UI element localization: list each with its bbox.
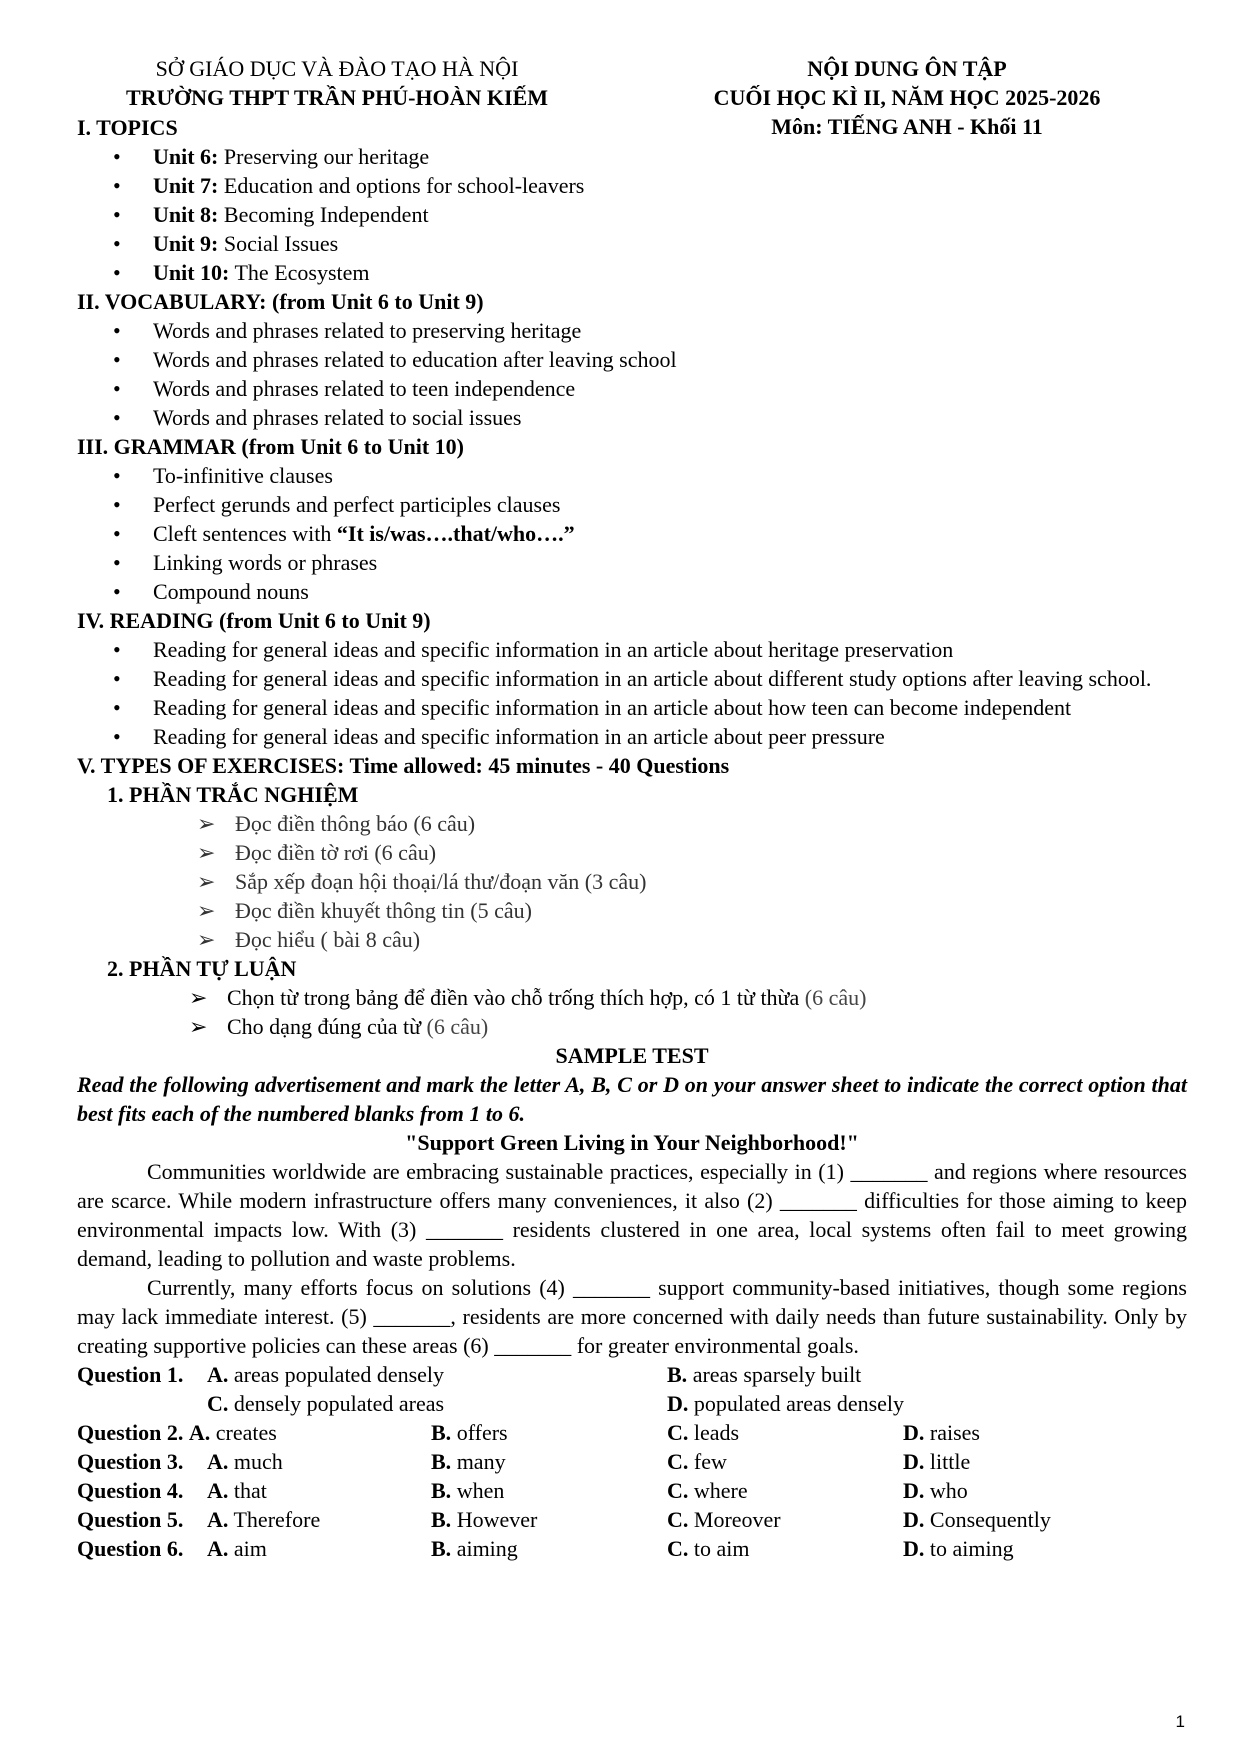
option-letter: C. bbox=[667, 1449, 689, 1474]
list-item: • Reading for general ideas and specific information in an article about how teen can become independent bbox=[113, 693, 1187, 722]
item-count: (6 câu) bbox=[426, 1014, 489, 1039]
list-item bbox=[113, 229, 1187, 258]
option-text: offers bbox=[451, 1420, 508, 1445]
option-b[interactable] bbox=[431, 1418, 667, 1447]
item-count: (6 câu) bbox=[804, 985, 867, 1010]
unit-title: Becoming Independent bbox=[218, 202, 429, 227]
topics-heading: I. TOPICS bbox=[77, 115, 178, 140]
part1-list bbox=[77, 809, 1187, 954]
unit-label: Unit 10: bbox=[153, 260, 230, 285]
option-text: much bbox=[228, 1449, 283, 1474]
item-text: Đọc hiểu ( bài 8 câu) bbox=[235, 927, 421, 952]
list-item: • Perfect gerunds and perfect participles clauses bbox=[113, 490, 1187, 519]
list-item: • Reading for general ideas and specific information in an article about peer pressure bbox=[113, 722, 1187, 751]
unit-label: Unit 9: bbox=[153, 231, 219, 256]
vocabulary-heading: II. VOCABULARY: (from Unit 6 to Unit 9) bbox=[77, 289, 484, 314]
unit-label: Unit 8: bbox=[153, 202, 219, 227]
reading-heading: IV. READING (from Unit 6 to Unit 9) bbox=[77, 608, 431, 633]
option-letter: A. bbox=[207, 1362, 229, 1387]
option-d[interactable] bbox=[667, 1389, 904, 1418]
option-d[interactable] bbox=[903, 1418, 1103, 1447]
list-item bbox=[77, 809, 1187, 838]
option-letter: C. bbox=[207, 1391, 229, 1416]
grammar-heading: III. GRAMMAR (from Unit 6 to Unit 10) bbox=[77, 434, 464, 459]
option-letter: B. bbox=[431, 1478, 452, 1503]
cleft-text: Cleft sentences with bbox=[153, 521, 337, 546]
item-text: Chọn từ trong bảng để điền vào chỗ trống thích hợp, có 1 từ thừa bbox=[227, 985, 805, 1010]
question-row bbox=[77, 1389, 1187, 1418]
part1-title: 1. PHẦN TRẮC NGHIỆM bbox=[107, 782, 359, 807]
option-letter: C. bbox=[667, 1478, 689, 1503]
option-b[interactable] bbox=[431, 1447, 667, 1476]
advertisement-title: "Support Green Living in Your Neighborhood!" bbox=[405, 1130, 859, 1155]
option-b[interactable] bbox=[431, 1505, 667, 1534]
option-a[interactable] bbox=[207, 1534, 431, 1563]
unit-title: The Ecosystem bbox=[229, 260, 370, 285]
term-year: CUỐI HỌC KÌ II, NĂM HỌC 2025-2026 bbox=[713, 85, 1101, 110]
option-text: where bbox=[688, 1478, 748, 1503]
option-a[interactable] bbox=[207, 1360, 667, 1389]
option-letter: C. bbox=[667, 1536, 689, 1561]
instruction-text: Read the following advertisement and mark the letter A, B, C or D on your answer sheet to indicate the correct option that best fits each of the numbered blanks from 1 to 6. bbox=[77, 1072, 1187, 1126]
option-c[interactable] bbox=[667, 1418, 903, 1447]
arrow-icon: ➢ bbox=[197, 869, 216, 894]
list-item: • Words and phrases related to preserving heritage bbox=[113, 316, 1187, 345]
question-row bbox=[77, 1360, 1187, 1389]
part2-list bbox=[77, 983, 1187, 1041]
option-text: creates bbox=[210, 1420, 277, 1445]
option-d[interactable] bbox=[903, 1476, 1103, 1505]
option-c[interactable] bbox=[667, 1505, 903, 1534]
option-letter: C. bbox=[667, 1507, 689, 1532]
option-text: little bbox=[924, 1449, 971, 1474]
reading-list bbox=[77, 635, 1187, 751]
question-label: Question 3. bbox=[77, 1449, 184, 1474]
unit-title: Preserving our heritage bbox=[218, 144, 430, 169]
unit-title: Social Issues bbox=[218, 231, 339, 256]
arrow-icon: ➢ bbox=[197, 927, 216, 952]
option-letter: B. bbox=[667, 1362, 688, 1387]
option-letter: A. bbox=[207, 1507, 229, 1532]
list-item bbox=[77, 867, 1187, 896]
question-label: Question 5. bbox=[77, 1507, 184, 1532]
unit-title: Education and options for school-leavers bbox=[218, 173, 585, 198]
option-letter: B. bbox=[431, 1420, 452, 1445]
list-item: • Compound nouns bbox=[113, 577, 1187, 606]
option-text: densely populated areas bbox=[228, 1391, 445, 1416]
option-text: populated areas densely bbox=[688, 1391, 905, 1416]
list-item bbox=[77, 925, 1187, 954]
list-item bbox=[113, 258, 1187, 287]
list-item: • Linking words or phrases bbox=[113, 548, 1187, 577]
option-letter: A. bbox=[207, 1536, 229, 1561]
option-c[interactable] bbox=[667, 1534, 903, 1563]
list-item: • Words and phrases related to teen independence bbox=[113, 374, 1187, 403]
option-b[interactable] bbox=[667, 1360, 861, 1389]
option-text: to aiming bbox=[924, 1536, 1014, 1561]
option-text: raises bbox=[924, 1420, 980, 1445]
item-text: Đọc điền khuyết thông tin (5 câu) bbox=[235, 898, 532, 923]
question-row bbox=[77, 1418, 1187, 1447]
option-letter: B. bbox=[431, 1507, 452, 1532]
option-letter: D. bbox=[903, 1420, 925, 1445]
list-item bbox=[77, 896, 1187, 925]
option-text: few bbox=[688, 1449, 727, 1474]
option-text: that bbox=[228, 1478, 267, 1503]
item-text: Đọc điền tờ rơi (6 câu) bbox=[235, 840, 437, 865]
option-text: aim bbox=[228, 1536, 267, 1561]
arrow-icon: ➢ bbox=[189, 1014, 208, 1039]
item-text: Cho dạng đúng của từ bbox=[227, 1014, 427, 1039]
subject-grade: Môn: TIẾNG ANH - Khối 11 bbox=[771, 114, 1043, 139]
option-c[interactable] bbox=[77, 1389, 667, 1418]
option-text: Consequently bbox=[924, 1507, 1051, 1532]
option-text: to aim bbox=[688, 1536, 750, 1561]
questions-block bbox=[77, 1360, 1187, 1563]
option-a[interactable] bbox=[207, 1476, 431, 1505]
list-item bbox=[113, 142, 1187, 171]
cleft-structure: “It is/was….that/who….” bbox=[336, 521, 575, 546]
option-letter: D. bbox=[903, 1507, 925, 1532]
option-text: when bbox=[451, 1478, 505, 1503]
arrow-icon: ➢ bbox=[197, 840, 216, 865]
option-letter: D. bbox=[903, 1536, 925, 1561]
list-item: • To-infinitive clauses bbox=[113, 461, 1187, 490]
option-b[interactable] bbox=[431, 1534, 667, 1563]
arrow-icon: ➢ bbox=[197, 811, 216, 836]
document-header bbox=[77, 54, 1187, 141]
option-d[interactable] bbox=[903, 1534, 1103, 1563]
list-item: • Reading for general ideas and specific information in an article about heritage preservation bbox=[113, 635, 1187, 664]
arrow-icon: ➢ bbox=[197, 898, 216, 923]
question-row bbox=[77, 1447, 1187, 1476]
arrow-icon: ➢ bbox=[189, 985, 208, 1010]
option-letter: A. bbox=[188, 1420, 211, 1445]
list-item bbox=[113, 519, 1187, 548]
option-c[interactable] bbox=[667, 1476, 903, 1505]
option-letter: A. bbox=[207, 1478, 229, 1503]
option-letter: B. bbox=[431, 1536, 452, 1561]
option-letter: C. bbox=[667, 1420, 689, 1445]
option-c[interactable] bbox=[667, 1447, 903, 1476]
school-name: TRƯỜNG THPT TRẦN PHÚ-HOÀN KIẾM bbox=[125, 85, 549, 110]
option-text: areas sparsely built bbox=[687, 1362, 862, 1387]
option-letter: B. bbox=[431, 1449, 452, 1474]
part2-title: 2. PHẦN TỰ LUẬN bbox=[107, 956, 297, 981]
list-item bbox=[77, 838, 1187, 867]
grammar-list bbox=[77, 461, 1187, 606]
question-row bbox=[77, 1476, 1187, 1505]
option-d[interactable] bbox=[903, 1505, 1103, 1534]
passage-paragraph-2: Currently, many efforts focus on solutions (4) _______ support community-based initiatives, though some regions may lack immediate interest. (5) _______, residents are more concerned with daily needs than future sustainability. Only by creating supportive policies can these areas (6) _______ for greater environmental goals. bbox=[77, 1275, 1187, 1358]
option-a[interactable] bbox=[207, 1447, 431, 1476]
option-text: However bbox=[451, 1507, 538, 1532]
topics-list bbox=[77, 142, 1187, 287]
question-label: Question 4. bbox=[77, 1478, 184, 1503]
unit-label: Unit 7: bbox=[153, 173, 219, 198]
list-item bbox=[77, 1012, 1187, 1041]
option-text: Therefore bbox=[228, 1507, 321, 1532]
option-text: leads bbox=[688, 1420, 740, 1445]
option-b[interactable] bbox=[431, 1476, 667, 1505]
question-label: Question 6. bbox=[77, 1536, 184, 1561]
option-letter: D. bbox=[667, 1391, 689, 1416]
list-item bbox=[113, 171, 1187, 200]
item-text: Đọc điền thông báo (6 câu) bbox=[235, 811, 476, 836]
list-item bbox=[113, 200, 1187, 229]
document-page bbox=[77, 54, 1187, 1563]
option-letter: D. bbox=[903, 1478, 925, 1503]
exercises-heading: V. TYPES OF EXERCISES: Time allowed: 45 minutes - 40 Questions bbox=[77, 753, 730, 778]
department-name: SỞ GIÁO DỤC VÀ ĐÀO TẠO HÀ NỘI bbox=[155, 56, 519, 81]
option-text: many bbox=[451, 1449, 506, 1474]
question-label: Question 2. bbox=[77, 1420, 184, 1445]
doc-title: NỘI DUNG ÔN TẬP bbox=[807, 56, 1007, 81]
list-item bbox=[77, 983, 1187, 1012]
passage-paragraph-1: Communities worldwide are embracing sustainable practices, especially in (1) _______ and regions where resources are scarce. While modern infrastructure offers many conveniences, it also (2) _______ difficulties for those aiming to keep environmental impacts low. With (3) _______ residents clustered in one area, local systems often fail to meet growing demand, leading to pollution and waste problems. bbox=[77, 1159, 1187, 1271]
option-a[interactable] bbox=[207, 1505, 431, 1534]
option-text: who bbox=[924, 1478, 968, 1503]
question-label: Question 1. bbox=[77, 1362, 184, 1387]
list-item: • Words and phrases related to education after leaving school bbox=[113, 345, 1187, 374]
option-letter: A. bbox=[207, 1449, 229, 1474]
option-text: areas populated densely bbox=[228, 1362, 445, 1387]
list-item: • Reading for general ideas and specific information in an article about different study options after leaving school. bbox=[113, 664, 1187, 693]
vocabulary-list bbox=[77, 316, 1187, 432]
item-text: Sắp xếp đoạn hội thoại/lá thư/đoạn văn (3 câu) bbox=[235, 869, 647, 894]
option-text: Moreover bbox=[688, 1507, 781, 1532]
unit-label: Unit 6: bbox=[153, 144, 219, 169]
option-a[interactable] bbox=[77, 1418, 431, 1447]
option-text: aiming bbox=[451, 1536, 518, 1561]
page-number: 1 bbox=[1175, 1712, 1185, 1731]
title-block bbox=[627, 54, 1187, 141]
question-row bbox=[77, 1505, 1187, 1534]
list-item: • Words and phrases related to social issues bbox=[113, 403, 1187, 432]
option-d[interactable] bbox=[903, 1447, 1103, 1476]
question-row bbox=[77, 1534, 1187, 1563]
option-letter: D. bbox=[903, 1449, 925, 1474]
sample-test-title: SAMPLE TEST bbox=[555, 1043, 709, 1068]
